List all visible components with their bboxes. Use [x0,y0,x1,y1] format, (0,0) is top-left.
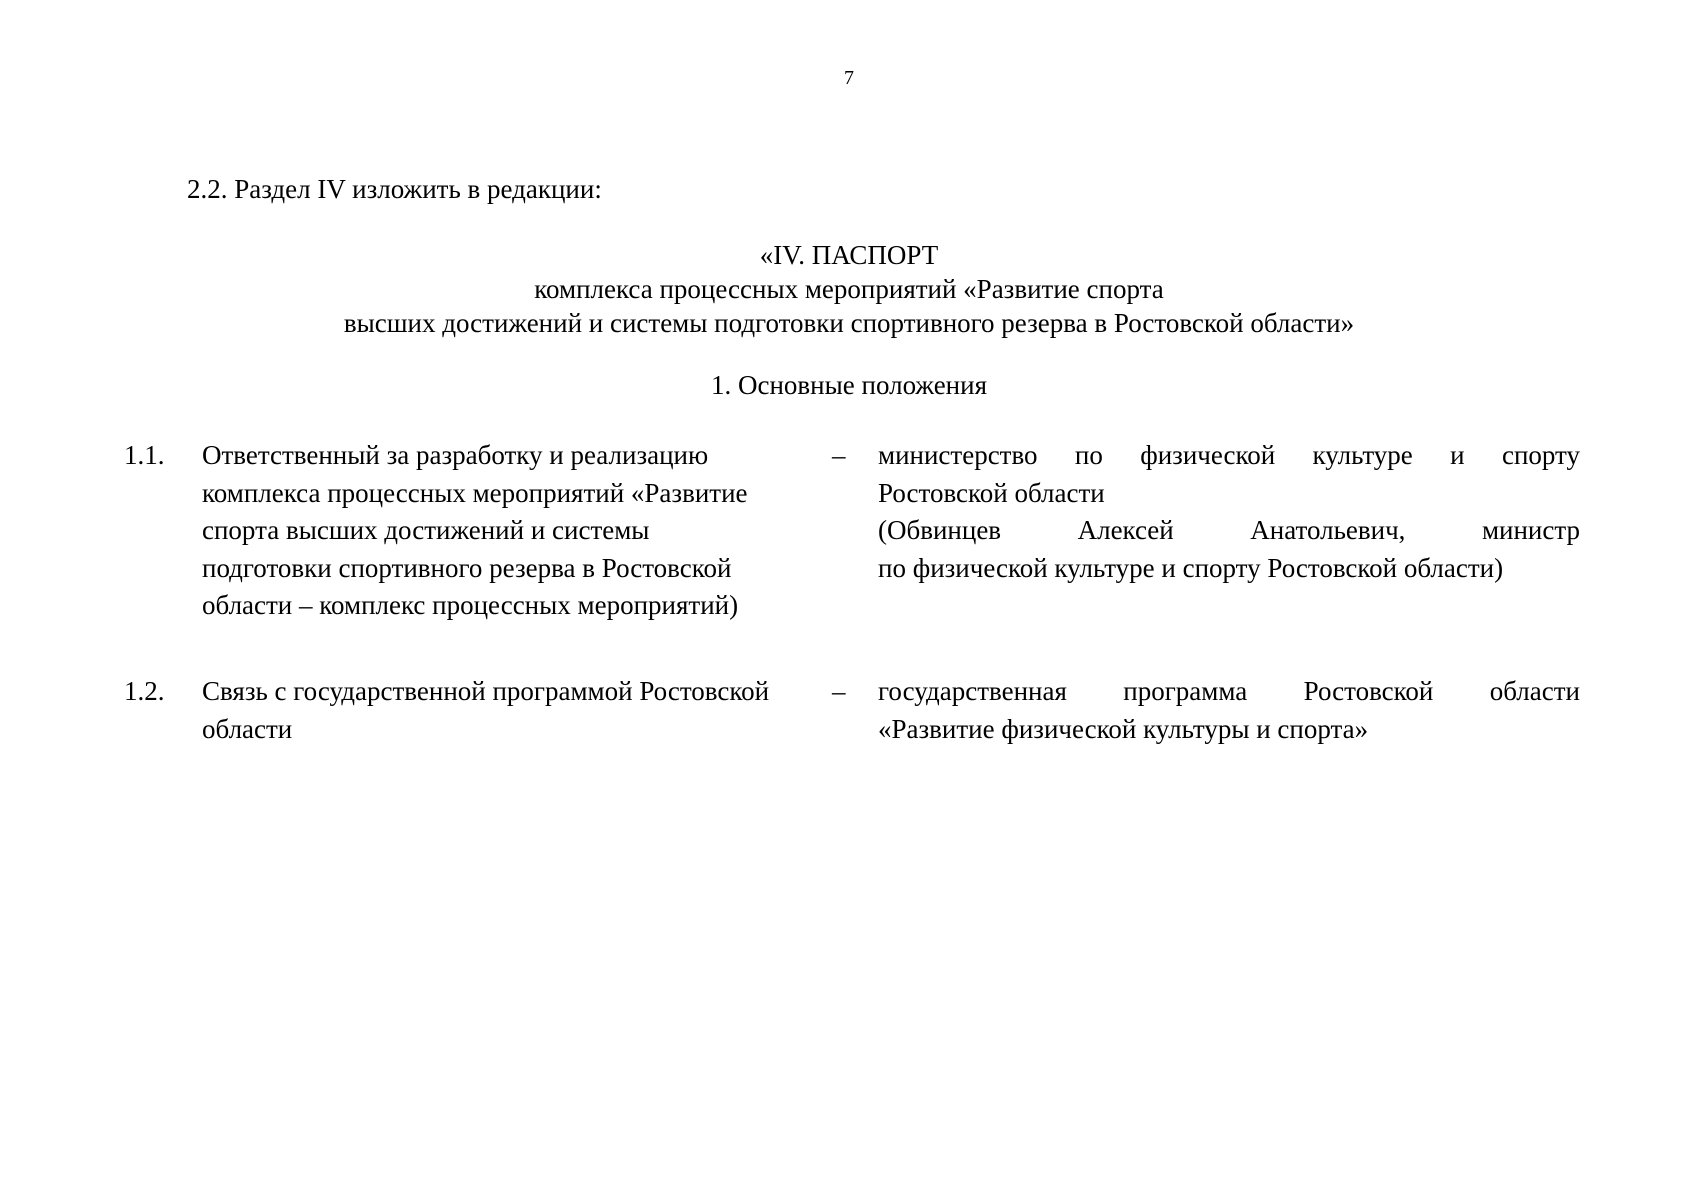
passport-title [0,238,1698,340]
row-label [202,437,802,625]
row-number: 1.2. [124,676,165,706]
row-number: 1.1. [124,440,165,470]
row-value-line: министерство по физической культуре и спорту [878,440,1580,470]
row-label [202,673,802,748]
row-value-line: «Развитие физической культуры и спорта» [878,713,1369,744]
row-value-line: (Обвинцев Алексей Анатольевич, министр [878,515,1580,545]
row-dash: – [832,440,846,470]
row-value-line: государственная программа Ростовской области [878,676,1580,706]
page-number: 7 [844,67,854,89]
row-label-line: спорта высших достижений и системы [202,515,650,545]
row-value-line: по физической культуре и спорту Ростовской области) [878,552,1504,583]
passport-title-line-3: высших достижений и системы подготовки спортивного резерва в Ростовской области» [343,308,1355,338]
section-heading: 1. Основные положения [711,370,987,400]
row-label-line: подготовки спортивного резерва в Ростовской [202,552,732,583]
amendment-intro: 2.2. Раздел IV изложить в редакции: [187,174,602,204]
passport-title-line-1: «IV. ПАСПОРТ [759,240,939,270]
row-dash: – [832,676,846,706]
row-value [878,673,1580,748]
passport-title-line-2: комплекса процессных мероприятий «Развитие спорта [534,274,1164,304]
row-label-line: области [202,713,293,744]
row-label-line: Ответственный за разработку и реализацию [202,440,709,470]
row-label-line: комплекса процессных мероприятий «Развитие [202,477,748,508]
row-value-line: Ростовской области [878,477,1105,508]
row-label-line: Связь с государственной программой Ростовской [202,676,770,706]
row-value [878,437,1580,587]
row-label-line: области – комплекс процессных мероприятий) [202,590,739,620]
